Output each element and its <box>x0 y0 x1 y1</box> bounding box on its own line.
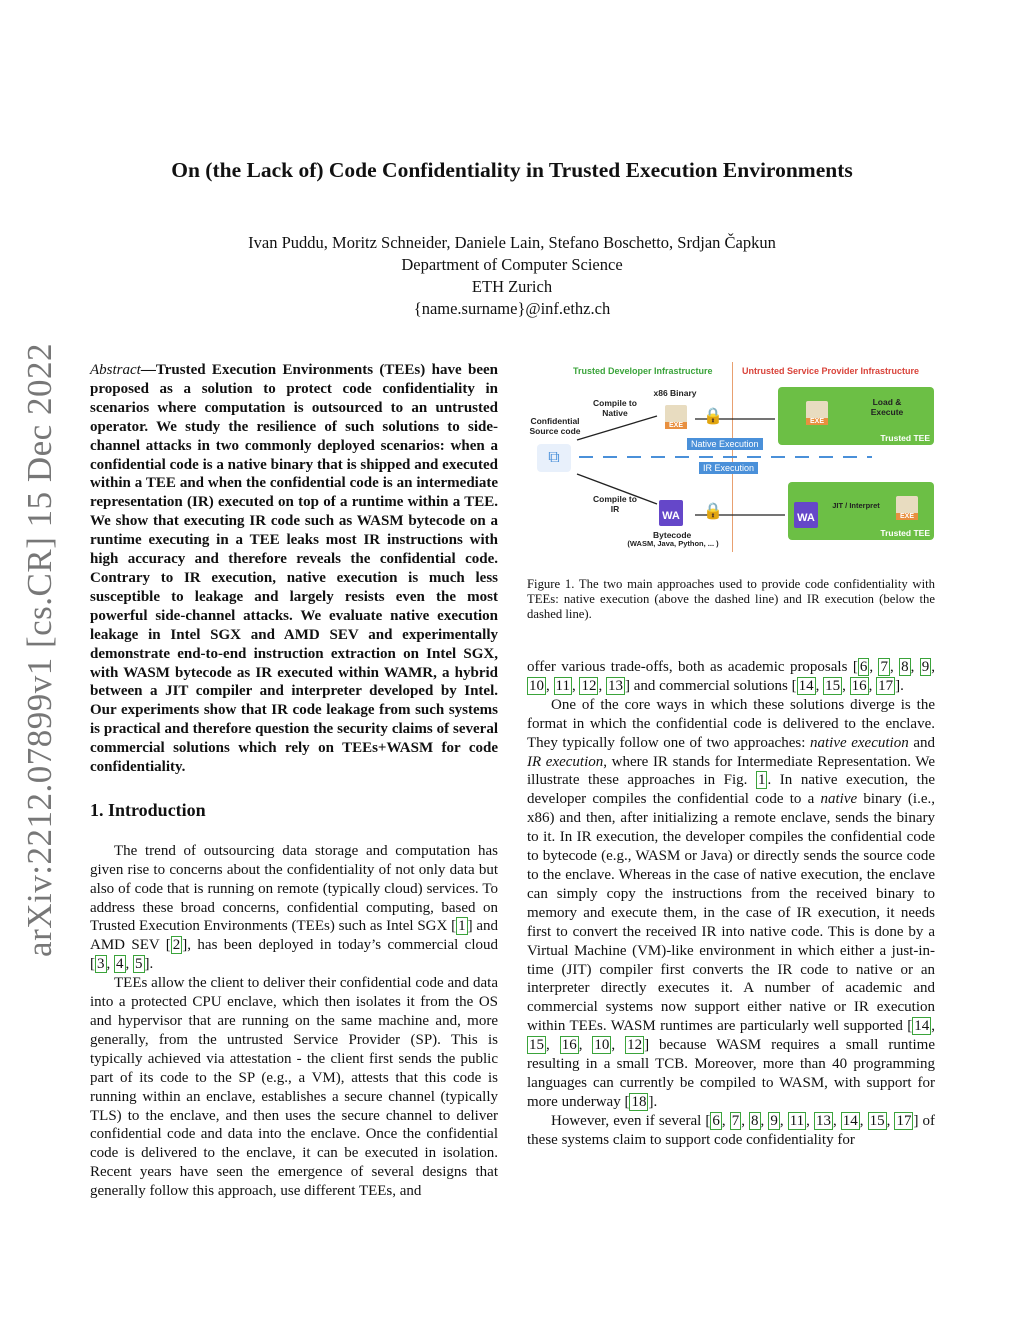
citation-link[interactable]: 11 <box>555 677 570 694</box>
exe-file-icon: EXE <box>665 405 687 429</box>
citation-link[interactable]: 15 <box>529 1037 544 1054</box>
citation-link[interactable]: 7 <box>731 1112 740 1129</box>
paper-title: On (the Lack of) Code Confidentiality in Trusted Execution Environments <box>171 158 853 182</box>
citation-link[interactable]: 6 <box>859 659 868 675</box>
exe-file-icon: EXE <box>896 496 918 520</box>
citation-link[interactable]: 14 <box>842 1112 858 1129</box>
right-paragraph-2: However, even if several [ 6 , 7 , 8 , 9 , 11 , 13 , 14 , 15 , 17 ] of these systems claim to support code confidentiality for <box>527 1112 936 1148</box>
citation-link[interactable]: 10 <box>529 677 544 694</box>
citation-link[interactable]: 3 <box>97 956 105 973</box>
left-column <box>90 361 498 1201</box>
source-code-label: Confidential Source code <box>529 416 581 436</box>
x86-binary-label: x86 Binary <box>653 388 697 398</box>
wasm-logo-icon: WA <box>659 500 683 526</box>
citation-link[interactable]: 1 <box>458 918 466 935</box>
right-column <box>527 658 935 1150</box>
citation-link[interactable]: 17 <box>896 1112 912 1129</box>
native-execution-label: Native Execution <box>687 438 763 450</box>
citation-link[interactable]: 16 <box>851 677 867 694</box>
wasm-logo-icon: WA <box>794 502 818 528</box>
citation-link[interactable]: 16 <box>561 1037 577 1054</box>
citation-link[interactable]: 17 <box>878 677 894 694</box>
figure-header-untrusted: Untrusted Service Provider Infrastructure <box>742 366 920 376</box>
citation-link[interactable]: 9 <box>770 1112 778 1129</box>
citation-link[interactable]: 4 <box>116 956 124 973</box>
compile-native-label: Compile to Native <box>593 398 637 418</box>
author-block <box>90 232 934 320</box>
figure-1 <box>527 358 935 558</box>
lock-icon: 🔒 <box>703 503 723 520</box>
figure-caption: Figure 1. The two main approaches used to provide code confidentiality with TEEs: native execution (above the dashed line) and IR execution (below the dashed line). <box>527 577 935 622</box>
intro-paragraph-2: TEEs allow the client to deliver their confidential code and data into a protected CPU enclave, which then isolates it from the OS and hypervisor that are running on the same machine and, more generally, from the untrusted Service Provider (SP). This is typically achieved via attestation - the client first sends the public part of its code to the SP (e.g., a VM), attests that this code is running within an enclave, establishes a secure channel (typically TLS) to the enclave, and then uses the secure channel to deliver confidential code and data into the enclave. Once the confidential code is delivered to the enclave, it can be executed in isolation. Recent years have seen the emergence of several designs that generally follow this approach, use different TEEs, and <box>90 975 498 1200</box>
citation-link[interactable]: 6 <box>712 1112 720 1129</box>
citation-link[interactable]: 14 <box>914 1018 930 1035</box>
jit-interpret-label: JIT / Interpret <box>832 501 880 510</box>
tee-label: Trusted TEE <box>880 433 930 443</box>
citation-link[interactable]: 13 <box>815 1112 831 1129</box>
tee-box-ir <box>788 482 934 540</box>
figure-link[interactable]: 1 <box>757 772 766 789</box>
citation-link[interactable]: 8 <box>901 659 909 675</box>
compile-ir-label: Compile to IR <box>593 494 637 514</box>
citation-link[interactable]: 12 <box>581 677 597 694</box>
right-paragraph-0: offer various trade-offs, both as academic proposals [ 6 , 7 , 8 , 9 , 10 , 11 , 12 , 13 ] and commercial solutions [ 14 , 15 , 16 , 17 ]. <box>527 659 935 694</box>
citation-link[interactable]: 5 <box>135 956 143 973</box>
citation-link[interactable]: 2 <box>172 937 181 954</box>
arxiv-identifier: arXiv:2212.07899v1 [cs.CR] 15 Dec 2022 <box>20 343 60 957</box>
author-institution: ETH Zurich <box>471 277 553 296</box>
citation-link[interactable]: 15 <box>825 677 841 694</box>
exe-file-icon: EXE <box>806 401 828 425</box>
ir-execution-label: IR Execution <box>699 462 758 474</box>
citation-link[interactable]: 9 <box>921 659 930 675</box>
source-code-icon: ⧉ <box>537 444 571 472</box>
lock-icon: 🔒 <box>703 408 723 425</box>
load-execute-label: Load & Execute <box>870 397 904 417</box>
citation-link[interactable]: 18 <box>631 1093 647 1110</box>
author-names: Ivan Puddu, Moritz Schneider, Daniele Lain, Stefano Boschetto, Srdjan Čapkun <box>248 233 776 252</box>
bytecode-languages-label: (WASM, Java, Python, ... ) <box>627 539 719 548</box>
author-department: Department of Computer Science <box>401 255 623 274</box>
intro-paragraph-1: The trend of outsourcing data storage and computation has given rise to concerns about the confidentiality of not only data but also of code that is running on remote (typically cloud) services. To address these broad concerns, confidential computing, based on Trusted Execution Environments (TEEs) such as Intel SGX [ 1 ] and AMD SEV [ 2 ], has been deployed in today’s commercial cloud [ 3 , 4 , 5 ]. <box>90 842 498 973</box>
abstract: Abstract—Trusted Execution Environments (TEEs) have been proposed as a solution to protect code confidentiality in scenarios where computation is outsourced to an untrusted operator. We study the resilience of such solutions to side-channel attacks in two commonly deployed scenarios: when a confidential code is a native binary that is shipped and executed within a TEE and when the confidential code is an intermediate representation (IR) executed on top of a runtime within a TEE. We show that executing IR code such as WASM bytecode on a runtime executing in a TEE leaks most IR instructions with high accuracy and therefore reveals the confidential code. Contrary to IR execution, native execution is much less susceptible to leakage and largely resists even the most powerful side-channel attacks. We evaluate native execution leakage in Intel SGX and AMD SEV and experimentally demonstrate end-to-end instruction extraction on Intel SGX, with WASM bytecode as IR executed within WAMR, a hybrid between a JIT compiler and interpreter developed by Intel. Our experiments show that IR code leakage from such systems is practical and therefore question the security claims of several commercial solutions which rely on TEEs+WASM for code confidentiality. <box>90 362 498 776</box>
citation-link[interactable]: 8 <box>751 1112 759 1129</box>
figure-header-trusted: Trusted Developer Infrastructure <box>573 366 713 376</box>
tee-box-native <box>778 387 934 445</box>
arrow-compile-native <box>577 416 657 440</box>
citation-link[interactable]: 11 <box>789 1112 805 1129</box>
author-email: {name.surname}@inf.ethz.ch <box>413 299 611 318</box>
citation-link[interactable]: 15 <box>869 1112 885 1129</box>
section-heading-introduction: 1. Introduction <box>90 799 206 820</box>
bytecode-label: Bytecode <box>653 530 692 540</box>
citation-link[interactable]: 14 <box>798 677 814 694</box>
right-paragraph-1: One of the core ways in which these solutions diverge is the format in which the confidential code is delivered to the enclave. They typically follow one of two approaches: native execution and IR execution, where IR stands for Intermediate Representation. We illustrate these approaches in Fig. 1 . In native execution, the developer compiles the confidential code to a native binary (i.e., x86) and then, after initializing a remote enclave, sends the binary to it. In IR execution, the developer compiles the confidential code to bytecode (e.g., WASM or Java) or directly sends the source code to the enclave. Whereas in the case of native execution, the enclave can simply copy the instructions from the received binary to memory and execute them, in the case of IR execution, it needs first to convert the received IR into native code. This is done by a Virtual Machine (VM)-like environment in which either a just-in-time (JIT) compiler first converts the IR code to native or an interpreter directly executes it. A number of academic and commercial systems now support either native or IR execution within TEEs. WASM runtimes are particularly well supported [ 14 , 15 , 16 , 10 , 12 ] because WASM requires a small runtime resulting in a small TCB. Moreover, more than 40 programming languages can currently be compiled to WASM, with support for more underway [ 18 ]. <box>527 696 936 1110</box>
citation-link[interactable]: 10 <box>594 1037 610 1054</box>
tee-label: Trusted TEE <box>880 528 930 538</box>
citation-link[interactable]: 13 <box>607 677 623 694</box>
citation-link[interactable]: 12 <box>627 1037 643 1054</box>
citation-link[interactable]: 7 <box>880 659 888 675</box>
